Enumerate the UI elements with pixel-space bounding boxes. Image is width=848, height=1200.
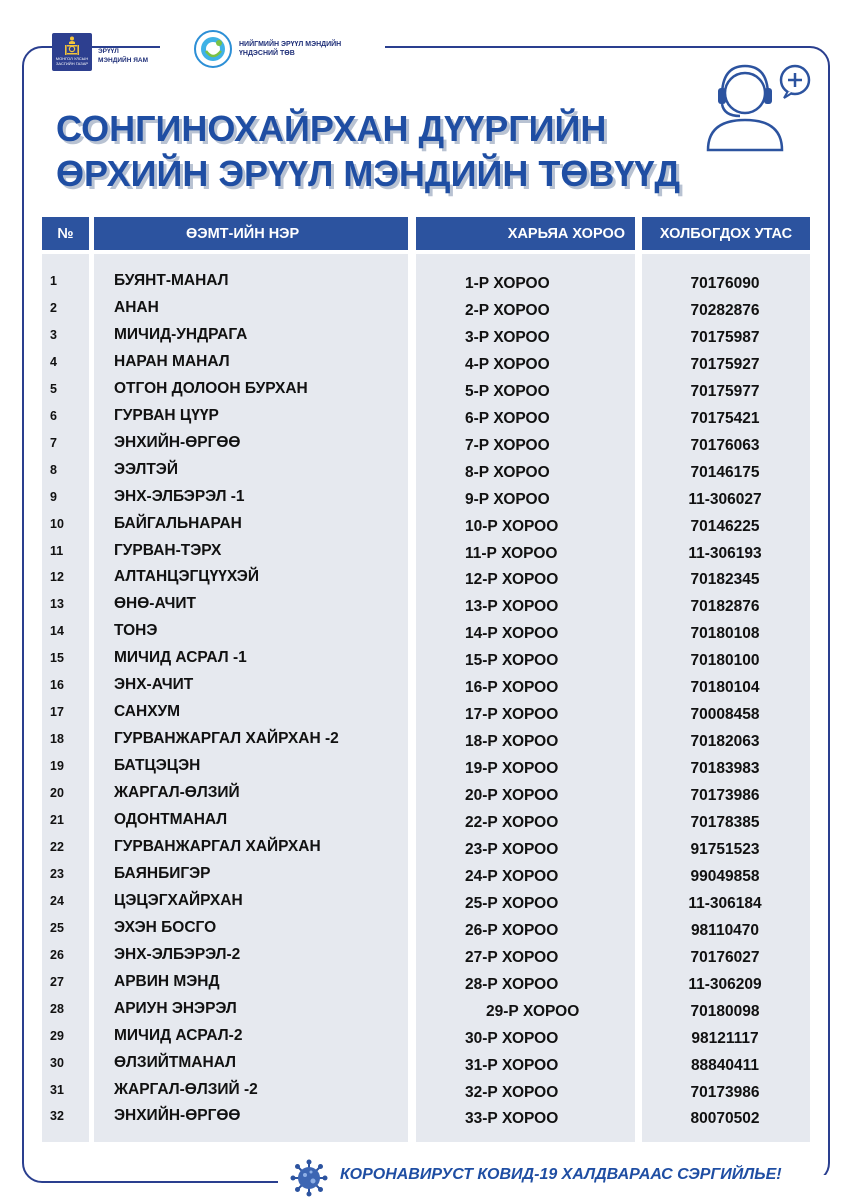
table-row xyxy=(0,672,848,699)
row-khoroo: 24-Р ХОРОО xyxy=(465,867,559,885)
row-khoroo: 18-Р ХОРОО xyxy=(465,733,559,751)
row-phone: 70176063 xyxy=(690,436,760,454)
table-row xyxy=(0,322,848,349)
row-khoroo: 2-Р ХОРОО xyxy=(465,301,550,319)
row-phone: 70146225 xyxy=(690,517,760,535)
row-khoroo: 14-Р ХОРОО xyxy=(465,625,559,643)
header-phone: ХОЛБОГДОХ УТАС xyxy=(642,217,810,250)
row-khoroo: 28-Р ХОРОО xyxy=(465,975,559,993)
row-khoroo: 6-Р ХОРОО xyxy=(465,409,550,427)
row-phone: 11-306027 xyxy=(688,490,762,508)
table-row xyxy=(0,753,848,780)
row-phone: 70176027 xyxy=(690,948,760,966)
row-name: МИЧИД-УНДРАГА xyxy=(114,325,248,343)
table-row xyxy=(0,969,848,996)
table-row xyxy=(0,807,848,834)
table-row xyxy=(0,511,848,538)
row-name: ОТГОН ДОЛООН БУРХАН xyxy=(114,379,308,397)
table-row xyxy=(0,861,848,888)
row-khoroo: 11-Р ХОРОО xyxy=(465,544,558,562)
row-phone: 70173986 xyxy=(690,787,760,805)
title-line2: ӨРХИЙН ЭРҮҮЛ МЭНДИЙН ТӨВҮҮД xyxy=(56,153,681,194)
row-name: АНАН xyxy=(114,298,159,316)
table-row xyxy=(0,996,848,1023)
public-health-center-logo xyxy=(193,29,341,69)
row-phone: 70182063 xyxy=(690,733,760,751)
row-name: БАТЦЭЦЭН xyxy=(114,757,201,775)
row-name: ГУРВАНЖАРГАЛ ХАЙРХАН xyxy=(114,837,321,855)
row-name: БУЯНТ-МАНАЛ xyxy=(114,272,229,289)
table-row xyxy=(0,457,848,484)
coronavirus-icon xyxy=(290,1159,328,1197)
row-number: 24 xyxy=(50,893,64,908)
row-phone: 98110470 xyxy=(690,921,760,939)
row-number: 11 xyxy=(50,543,64,558)
row-number: 25 xyxy=(50,920,64,935)
table-row xyxy=(0,780,848,807)
row-name: ГУРВАН ЦҮҮР xyxy=(114,406,219,424)
row-phone: 70180108 xyxy=(690,625,760,643)
row-name: САНХУМ xyxy=(114,703,181,721)
header-number: № xyxy=(42,217,89,250)
row-khoroo: 16-Р ХОРОО xyxy=(465,679,559,697)
row-name: ГУРВАНЖАРГАЛ ХАЙРХАН -2 xyxy=(114,730,339,748)
row-number: 20 xyxy=(50,786,64,801)
row-name: ӨЛЗИЙТМАНАЛ xyxy=(114,1053,236,1071)
row-khoroo: 26-Р ХОРОО xyxy=(465,921,559,939)
row-khoroo: 22-Р ХОРОО xyxy=(465,814,559,831)
row-khoroo: 17-Р ХОРОО xyxy=(465,706,559,724)
table-row xyxy=(0,403,848,430)
soyombo-emblem-icon xyxy=(52,33,92,71)
headset-support-icon xyxy=(700,58,815,153)
table-row xyxy=(0,1077,848,1104)
row-phone: 70175977 xyxy=(690,382,760,400)
row-khoroo: 33-Р ХОРОО xyxy=(465,1110,559,1128)
row-name: БАЯНБИГЭР xyxy=(114,864,211,882)
table-row xyxy=(0,430,848,457)
row-number: 22 xyxy=(50,839,64,854)
row-name: ОДОНТМАНАЛ xyxy=(114,811,228,828)
row-khoroo: 12-Р ХОРОО xyxy=(465,571,559,589)
table-row xyxy=(0,834,848,861)
ministry-name-line2: МЭНДИЙН ЯАМ xyxy=(98,57,148,64)
row-number: 12 xyxy=(50,570,64,585)
ministry-name-line1: ЭРҮҮЛ xyxy=(98,48,119,55)
table-row xyxy=(0,268,848,295)
table-row xyxy=(0,645,848,672)
row-number: 4 xyxy=(50,354,57,369)
row-phone: 70182876 xyxy=(690,598,760,616)
row-number: 14 xyxy=(50,624,64,639)
row-khoroo: 32-Р ХОРОО xyxy=(465,1083,559,1101)
row-name: ТОНЭ xyxy=(114,622,158,640)
row-number: 27 xyxy=(50,974,64,989)
row-name: ГУРВАН-ТЭРХ xyxy=(114,541,222,559)
row-khoroo: 20-Р ХОРОО xyxy=(465,787,559,805)
row-name: ЭНХИЙН-ӨРГӨӨ xyxy=(114,433,241,451)
row-number: 21 xyxy=(50,813,64,827)
emblem-caption: МОНГОЛ УЛСЫН ЗАСГИЙН ГАЗАР xyxy=(55,56,89,66)
row-khoroo: 5-Р ХОРОО xyxy=(465,382,550,400)
row-number: 8 xyxy=(50,462,57,477)
row-phone: 70146175 xyxy=(690,463,760,481)
title-line1: СОНГИНОХАЙРХАН ДҮҮРГИЙН xyxy=(56,108,607,149)
table-row xyxy=(0,618,848,645)
table-row xyxy=(0,484,848,511)
row-phone: 70180100 xyxy=(690,652,760,670)
row-phone: 91751523 xyxy=(690,840,760,858)
row-number: 1 xyxy=(50,274,57,288)
row-phone: 70175987 xyxy=(690,328,760,346)
row-number: 30 xyxy=(50,1055,64,1070)
table-row xyxy=(0,942,848,969)
row-phone: 70180104 xyxy=(690,679,760,697)
row-name: БАЙГАЛЬНАРАН xyxy=(114,514,242,532)
row-phone: 11-306193 xyxy=(688,544,762,562)
row-khoroo: 29-Р ХОРОО xyxy=(486,1002,580,1020)
row-number: 17 xyxy=(50,705,64,720)
row-khoroo: 25-Р ХОРОО xyxy=(465,894,559,912)
row-khoroo: 30-Р ХОРОО xyxy=(465,1029,559,1047)
row-khoroo: 3-Р ХОРОО xyxy=(465,328,550,346)
row-name: ЭНХ-ЭЛБЭРЭЛ-2 xyxy=(114,945,241,963)
row-khoroo: 15-Р ХОРОО xyxy=(465,652,559,670)
row-name: АРВИН МЭНД xyxy=(114,972,220,990)
row-name: ЭХЭН БОСГО xyxy=(114,918,217,936)
row-number: 3 xyxy=(50,327,57,342)
row-name: ӨНӨ-АЧИТ xyxy=(114,595,196,613)
row-number: 5 xyxy=(50,381,57,396)
row-khoroo: 8-Р ХОРОО xyxy=(465,463,550,481)
row-khoroo: 19-Р ХОРОО xyxy=(465,760,559,778)
row-name: ЦЭЦЭГХАЙРХАН xyxy=(114,891,243,909)
row-number: 9 xyxy=(50,489,57,504)
table-row xyxy=(0,349,848,376)
row-number: 23 xyxy=(50,866,64,881)
row-number: 31 xyxy=(50,1082,64,1097)
row-khoroo: 10-Р ХОРОО xyxy=(465,517,559,535)
row-name: ЭНХИЙН-ӨРГӨӨ xyxy=(114,1107,241,1125)
row-phone: 11-306209 xyxy=(688,975,762,993)
row-name: ЭЭЛТЭЙ xyxy=(114,460,178,478)
row-phone: 70182345 xyxy=(690,571,760,589)
row-phone: 70282876 xyxy=(690,301,760,319)
row-name: ЖАРГАЛ-ӨЛЗИЙ -2 xyxy=(114,1080,258,1098)
table-row xyxy=(0,726,848,753)
table-row xyxy=(0,295,848,322)
row-khoroo: 27-Р ХОРОО xyxy=(465,948,559,966)
table-row xyxy=(0,538,848,565)
center-name-line1: НИЙГМИЙН ЭРҮҮЛ МЭНДИЙН xyxy=(239,40,342,48)
public-health-center-icon xyxy=(193,29,233,69)
table-row xyxy=(0,564,848,591)
row-number: 2 xyxy=(50,300,57,315)
row-name: ЭНХ-АЧИТ xyxy=(114,676,194,694)
row-number: 19 xyxy=(50,759,64,774)
row-number: 18 xyxy=(50,732,64,747)
row-phone: 70175927 xyxy=(690,355,760,373)
center-name-line2: ҮНДЭСНИЙ ТӨВ xyxy=(239,50,295,57)
table-row xyxy=(0,376,848,403)
table-row xyxy=(0,1023,848,1050)
row-number: 15 xyxy=(50,651,64,666)
row-khoroo: 1-Р ХОРОО xyxy=(465,275,550,292)
row-name: МИЧИД АСРАЛ -1 xyxy=(114,649,247,667)
row-name: ЖАРГАЛ-ӨЛЗИЙ xyxy=(114,784,240,802)
row-khoroo: 31-Р ХОРОО xyxy=(465,1056,559,1074)
row-number: 28 xyxy=(50,1001,64,1016)
row-phone: 98121117 xyxy=(691,1029,759,1047)
row-number: 32 xyxy=(50,1109,64,1124)
row-phone: 11-306184 xyxy=(688,894,762,912)
row-phone: 99049858 xyxy=(690,867,760,885)
table-row xyxy=(0,591,848,618)
row-number: 26 xyxy=(50,947,64,962)
row-phone: 80070502 xyxy=(690,1110,760,1128)
table-row xyxy=(0,1103,848,1130)
header-name: ӨЭМТ-ИЙН НЭР xyxy=(94,217,408,250)
row-khoroo: 13-Р ХОРОО xyxy=(465,598,559,616)
table-row xyxy=(0,699,848,726)
row-phone: 70008458 xyxy=(690,706,760,724)
ministry-logo xyxy=(52,33,148,71)
row-phone: 88840411 xyxy=(690,1056,760,1074)
row-number: 10 xyxy=(50,516,64,531)
table-row xyxy=(0,915,848,942)
row-khoroo: 4-Р ХОРОО xyxy=(465,355,550,373)
row-number: 29 xyxy=(50,1028,64,1043)
footer-slogan: КОРОНАВИРУСТ КОВИД-19 ХАЛДВАРААС СЭРГИЙЛЬЕ! xyxy=(340,1166,782,1183)
row-name: ЭНХ-ЭЛБЭРЭЛ -1 xyxy=(114,487,245,505)
page-title xyxy=(56,106,680,196)
row-phone: 70176090 xyxy=(690,275,760,292)
table-row xyxy=(0,1050,848,1077)
row-phone: 70173986 xyxy=(690,1083,760,1101)
row-khoroo: 9-Р ХОРОО xyxy=(465,490,550,508)
row-number: 13 xyxy=(50,597,64,612)
row-name: АЛТАНЦЭГЦҮҮХЭЙ xyxy=(114,568,259,586)
row-name: МИЧИД АСРАЛ-2 xyxy=(114,1026,243,1044)
row-khoroo: 7-Р ХОРОО xyxy=(465,436,550,454)
header-khoroo: ХАРЬЯА ХОРОО xyxy=(416,217,635,250)
table-row xyxy=(0,888,848,915)
row-khoroo: 23-Р ХОРОО xyxy=(465,840,559,858)
row-number: 7 xyxy=(50,435,57,450)
row-phone: 70175421 xyxy=(690,409,760,427)
row-phone: 70183983 xyxy=(690,760,760,778)
row-phone: 70178385 xyxy=(690,814,760,831)
row-name: АРИУН ЭНЭРЭЛ xyxy=(114,999,237,1017)
row-number: 16 xyxy=(50,678,64,693)
row-number: 6 xyxy=(50,408,57,423)
row-phone: 70180098 xyxy=(690,1002,760,1020)
row-name: НАРАН МАНАЛ xyxy=(114,352,230,370)
